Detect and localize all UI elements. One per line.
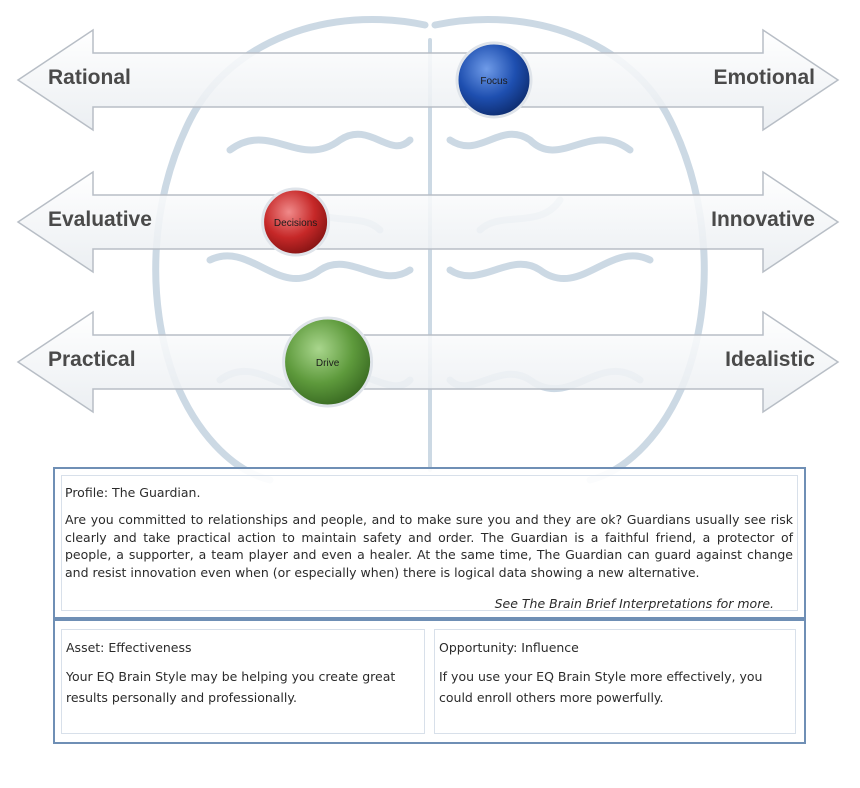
asset-body: Your EQ Brain Style may be helping you create great results personally and professionally.: [66, 669, 396, 705]
axis-label-left: Rational: [48, 66, 131, 89]
profile-box: [53, 467, 806, 619]
axis-label-right: Emotional: [713, 66, 815, 89]
marker-label: Drive: [315, 358, 340, 369]
axis-label-left: Practical: [48, 348, 136, 371]
asset-opportunity-box: [53, 619, 806, 744]
axis-label-right: Idealistic: [725, 348, 815, 371]
marker-label: Focus: [480, 76, 508, 87]
axis-label-left: Evaluative: [48, 208, 152, 231]
profile-title: Profile: The Guardian.: [65, 485, 201, 500]
profile-body: Are you committed to relationships and people, and to make sure you and they are ok? Guardians usually see risk clearly and take practical action to maintain safety and order. The Guardian is a faithful friend, a protector of people, a supporter, a team player and even a healer. At the same time, The Guardian can guard against change and resist innovation even when (or especially when) there is logical data showing a new alternative.: [65, 512, 793, 580]
asset-title: Asset: Effectiveness: [66, 640, 192, 655]
asset-cell: [61, 629, 425, 734]
axis-label-right: Innovative: [711, 208, 815, 231]
marker-label: Decisions: [273, 218, 318, 229]
profile-more-link: See The Brain Brief Interpretations for more.: [494, 596, 774, 611]
opportunity-title: Opportunity: Influence: [439, 640, 579, 655]
opportunity-cell: [434, 629, 796, 734]
opportunity-body: If you use your EQ Brain Style more effectively, you could enroll others more powerfully.: [439, 669, 763, 705]
